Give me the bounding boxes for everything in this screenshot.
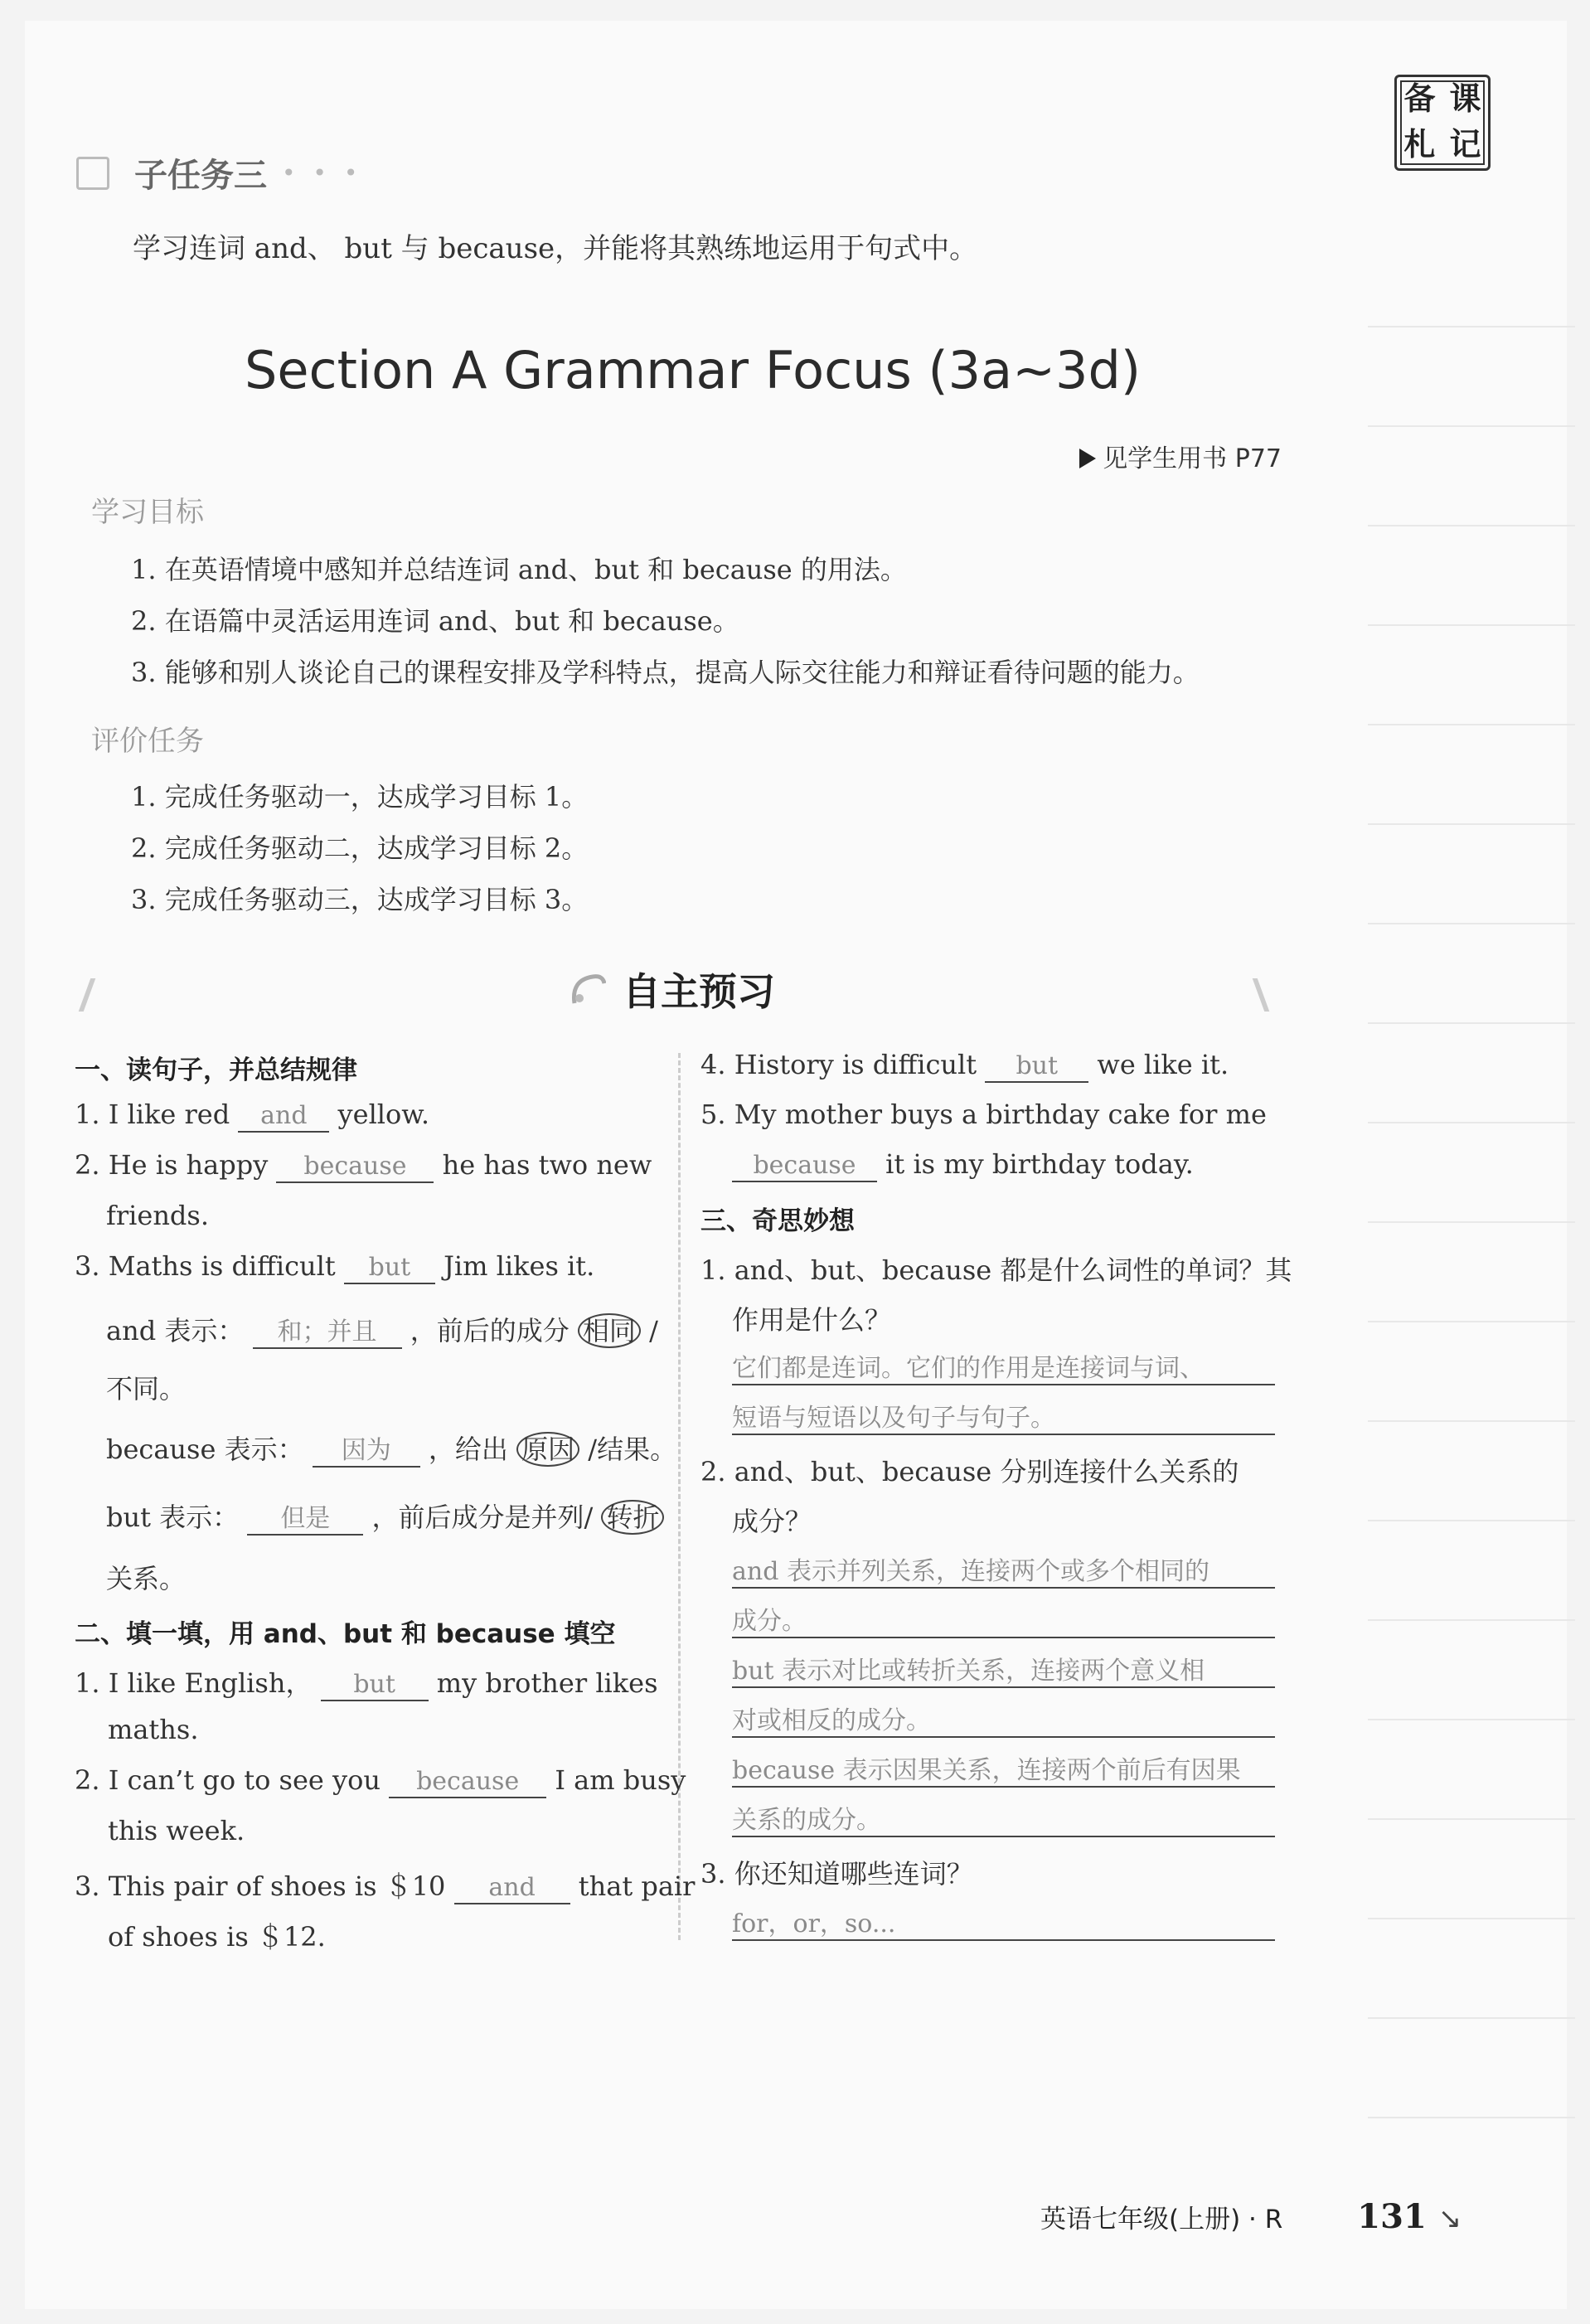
exercise-item bbox=[75, 1099, 429, 1133]
exercise-item bbox=[75, 1866, 695, 1904]
notes-stamp bbox=[1394, 75, 1491, 171]
arrow-right-icon bbox=[1079, 449, 1096, 468]
section-title: Section A Grammar Focus (3a~3d) bbox=[245, 340, 1142, 400]
sentence-text: I am busy bbox=[555, 1764, 686, 1796]
book-title: 英语七年级(上册) · R bbox=[1040, 2205, 1283, 2234]
answer-line[interactable]: 成分。 bbox=[732, 1600, 1275, 1638]
list-item: 2. 在语篇中灵活运用连词 and、but 和 because。 bbox=[131, 605, 739, 637]
answer-line[interactable]: for，or，so... bbox=[732, 1903, 1275, 1941]
exercise-item bbox=[75, 1662, 658, 1701]
question-text: 成分？ bbox=[732, 1506, 812, 1537]
answer-blank[interactable]: but bbox=[321, 1670, 429, 1701]
answer-blank[interactable]: but bbox=[344, 1253, 435, 1284]
goals-list bbox=[131, 544, 1200, 698]
question-text: 作用是什么？ bbox=[732, 1304, 892, 1336]
exercise-item bbox=[75, 1149, 652, 1183]
dots-decoration: • • • bbox=[282, 159, 363, 187]
preview-title bbox=[568, 962, 775, 1016]
circled-answer[interactable]: 原因 bbox=[516, 1432, 579, 1467]
answer-blank[interactable]: 和；并且 bbox=[253, 1317, 402, 1349]
answer-line[interactable]: 它们都是连词。它们的作用是连接词与词、 bbox=[732, 1347, 1275, 1385]
rule-text: /结果。 bbox=[588, 1434, 677, 1465]
part3-heading: 三、奇思妙想 bbox=[700, 1206, 855, 1236]
question-text: 1. and、but、because 都是什么词性的单词？其 bbox=[700, 1254, 1292, 1286]
stamp-char: 备 bbox=[1403, 80, 1436, 117]
answer-line[interactable]: 对或相反的成分。 bbox=[732, 1700, 1275, 1738]
rule-text: ，给出 bbox=[428, 1434, 508, 1465]
sentence-text: maths. bbox=[108, 1714, 199, 1745]
answer-line[interactable]: 短语与短语以及句子与句子。 bbox=[732, 1397, 1275, 1435]
page-number: 131 bbox=[1357, 2197, 1427, 2236]
answer-line[interactable]: and 表示并列关系，连接两个或多个相同的 bbox=[732, 1550, 1275, 1589]
rule-label: and 表示： bbox=[106, 1315, 245, 1346]
goals-label: 学习目标 bbox=[91, 496, 204, 529]
rule-text: ，前后的成分 bbox=[410, 1315, 570, 1346]
swirl-icon bbox=[568, 970, 606, 1008]
sentence-text: 1. I like English， bbox=[75, 1667, 313, 1699]
answer-blank[interactable]: because bbox=[389, 1767, 546, 1798]
sentence-text: friends. bbox=[106, 1200, 209, 1231]
page-footer bbox=[1040, 2197, 1462, 2236]
exercise-item bbox=[732, 1148, 1194, 1182]
answer-line[interactable]: because 表示因果关系，连接两个前后有因果 bbox=[732, 1749, 1275, 1788]
sentence-text: 2. I can’t go to see you bbox=[75, 1764, 381, 1796]
list-item: 2. 完成任务驱动二，达成学习目标 2。 bbox=[131, 832, 589, 864]
answer-blank[interactable]: and bbox=[454, 1873, 570, 1904]
stamp-char: 课 bbox=[1449, 80, 1481, 117]
list-item: 3. 完成任务驱动三，达成学习目标 3。 bbox=[131, 884, 589, 915]
circled-answer[interactable]: 相同 bbox=[578, 1313, 641, 1348]
sentence-text: 3. Maths is difficult bbox=[75, 1250, 336, 1282]
circled-answer[interactable]: 转折 bbox=[601, 1500, 664, 1535]
sentence-text: it is my birthday today. bbox=[885, 1148, 1194, 1180]
list-item: 1. 在英语情境中感知并总结连词 and、but 和 because 的用法。 bbox=[131, 554, 907, 585]
rule-text: / bbox=[649, 1315, 658, 1346]
answer-blank[interactable]: and bbox=[238, 1101, 329, 1133]
sentence-text: my brother likes bbox=[436, 1667, 658, 1699]
stamp-char: 札 bbox=[1403, 126, 1436, 163]
evaluation-label: 评价任务 bbox=[91, 725, 204, 758]
list-item: 3. 能够和别人谈论自己的课程安排及学科特点，提高人际交往能力和辩证看待问题的能力。 bbox=[131, 657, 1200, 688]
answer-blank[interactable]: but bbox=[985, 1051, 1088, 1083]
sentence-text: 5. My mother buys a birthday cake for me bbox=[700, 1099, 1267, 1130]
book-reference bbox=[1079, 438, 1282, 474]
column-divider bbox=[678, 1053, 681, 1940]
sentence-text: that pair bbox=[578, 1870, 696, 1902]
subtask-intro: 学习连词 and、 but 与 because，并能将其熟练地运用于句式中。 bbox=[133, 232, 978, 265]
exercise-item bbox=[700, 1049, 1229, 1083]
rule-because bbox=[106, 1429, 676, 1468]
list-item: 1. 完成任务驱动一，达成学习目标 1。 bbox=[131, 781, 589, 813]
answer-blank[interactable]: because bbox=[732, 1151, 877, 1182]
checkbox-icon bbox=[76, 157, 109, 190]
rule-and bbox=[106, 1310, 658, 1349]
sentence-text: 1. I like red bbox=[75, 1099, 230, 1130]
rule-text: 关系。 bbox=[106, 1563, 187, 1594]
part2-heading: 二、填一填，用 and、but 和 because 填空 bbox=[75, 1619, 616, 1649]
exercise-item bbox=[75, 1764, 686, 1798]
answer-line[interactable]: but 表示对比或转折关系，连接两个意义相 bbox=[732, 1650, 1275, 1688]
part1-heading: 一、读句子，并总结规律 bbox=[75, 1055, 357, 1085]
question-text: 2. and、but、because 分别连接什么关系的 bbox=[700, 1456, 1239, 1487]
question-text: 3. 你还知道哪些连词？ bbox=[700, 1858, 973, 1890]
corner-arrow-icon: ↘ bbox=[1437, 2202, 1462, 2235]
rule-label: but 表示： bbox=[106, 1502, 240, 1533]
stamp-char: 记 bbox=[1449, 126, 1481, 163]
sentence-text: 2. He is happy bbox=[75, 1149, 269, 1181]
rule-text: ，前后成分是并列/ bbox=[371, 1502, 594, 1533]
sentence-text: 4. History is difficult bbox=[700, 1049, 977, 1080]
book-reference-text: 见学生用书 P77 bbox=[1103, 444, 1282, 473]
exercise-item bbox=[75, 1250, 594, 1284]
answer-blank[interactable]: 但是 bbox=[247, 1504, 363, 1536]
subtask-title: 子任务三 bbox=[134, 157, 267, 195]
rule-text: 不同。 bbox=[106, 1373, 187, 1405]
sentence-text: we like it. bbox=[1097, 1049, 1229, 1080]
preview-title-text: 自主预习 bbox=[623, 969, 775, 1014]
sentence-text: 3. This pair of shoes is ＄10 bbox=[75, 1870, 446, 1902]
sentence-text: this week. bbox=[108, 1815, 245, 1846]
sentence-text: of shoes is ＄12. bbox=[108, 1921, 326, 1953]
sentence-text: Jim likes it. bbox=[444, 1250, 595, 1282]
subtask-header bbox=[76, 149, 362, 196]
sentence-text: he has two new bbox=[442, 1149, 652, 1181]
answer-blank[interactable]: because bbox=[276, 1152, 434, 1183]
notes-margin bbox=[1368, 228, 1575, 2176]
sentence-text: yellow. bbox=[337, 1099, 430, 1130]
evaluation-list bbox=[131, 771, 588, 925]
rule-but bbox=[106, 1497, 664, 1536]
rule-label: because 表示： bbox=[106, 1434, 304, 1465]
answer-blank[interactable]: 因为 bbox=[313, 1436, 420, 1468]
answer-line[interactable]: 关系的成分。 bbox=[732, 1799, 1275, 1837]
